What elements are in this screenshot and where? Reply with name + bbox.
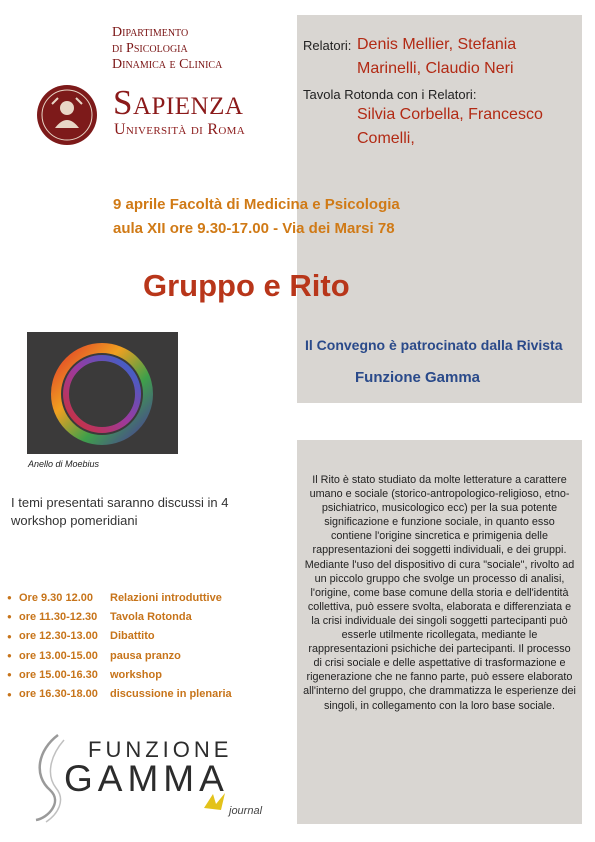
relatori-names <box>357 33 582 81</box>
schedule-time: ore 15.00-16.30 <box>19 668 98 681</box>
schedule-list <box>7 588 232 704</box>
schedule-label: Relazioni introduttive <box>110 591 222 604</box>
university-name: Sapienza <box>113 83 244 122</box>
bullet-icon: ● <box>7 593 12 603</box>
schedule-time: ore 11.30-12.30 <box>19 610 98 623</box>
department-line-1: Dipartimento <box>112 25 189 40</box>
moebius-ring-icon <box>27 332 178 454</box>
description-text: Il Rito è stato studiato da molte letterature a carattere umano e sociale (storico-antropologico-religioso, etno-psichiatrico, musicologico ecc) per la sua potente significazione e funzione sociale, in quanto esso contiene l'origine sincretica e primigenia delle rappresentazioni dei soggetti individuali, e dei gruppi. Mediante l'uso del dispositivo di cura "sociale", rivolto ad un piccolo gruppo che svolge un processo di analisi, l'origine, come base comune della storia e dell'identità collettiva, può essere svolta, elaborata e differenziata e la crisi individuale dei singoli soggetti partecipanti può esserle utilmente ricollegata, mediante le rappresentazioni psichiche dei partecipanti. Il processo di crisi sociale e delle aspettative di trasformazione e rigenerazione che ne fanno parte, può essere elaborato all'interno del gruppo, che drammatizza le esperienze dei singoli, in collegamento con la loro base sociale. <box>303 474 576 712</box>
department-line-3: Dinamica e Clinica <box>112 57 223 72</box>
image-caption: Anello di Moebius <box>28 459 100 469</box>
department-name <box>112 25 272 73</box>
event-place: aula XII ore 9.30-17.00 - Via dei Marsi 78 <box>113 220 395 237</box>
relatori-line-1: Denis Mellier, Stefania <box>357 36 517 53</box>
schedule-time: ore 12.30-13.00 <box>19 630 98 643</box>
bullet-icon: ● <box>7 689 12 699</box>
schedule-label: discussione in plenaria <box>110 688 232 701</box>
bullet-icon: ● <box>7 670 12 680</box>
tavola-line-1: Silvia Corbella, Francesco <box>357 106 543 123</box>
tavola-line-2: Comelli, <box>357 130 415 147</box>
logo-gamma-text: GAMMA <box>64 758 229 799</box>
bullet-icon: ● <box>7 651 12 661</box>
schedule-time: Ore 9.30 12.00 <box>19 591 94 604</box>
schedule-item <box>7 646 232 665</box>
logo-journal-text: journal <box>229 805 263 817</box>
tavola-rotonda-names <box>357 103 582 151</box>
relatori-label: Relatori: <box>303 38 352 53</box>
moebius-ring-image <box>27 332 178 454</box>
event-title: Gruppo e Rito <box>143 268 350 303</box>
university-subtitle: Università di Roma <box>114 121 245 138</box>
schedule-item <box>7 665 232 684</box>
schedule-label: Tavola Rotonda <box>110 610 192 623</box>
department-line-2: di Psicologia <box>112 41 188 56</box>
sapienza-seal-icon <box>36 84 98 146</box>
schedule-item <box>7 607 232 626</box>
patronage-text: Il Convegno è patrocinato dalla Rivista <box>305 337 563 353</box>
schedule-item <box>7 684 232 703</box>
relatori-line-2: Marinelli, Claudio Neri <box>357 60 514 77</box>
journal-name: Funzione Gamma <box>355 369 481 386</box>
tavola-rotonda-label: Tavola Rotonda con i Relatori: <box>303 87 477 102</box>
bullet-icon: ● <box>7 631 12 641</box>
logo-funzione-text: FUNZIONE <box>88 737 233 762</box>
schedule-item <box>7 588 232 607</box>
schedule-time: ore 13.00-15.00 <box>19 649 98 662</box>
schedule-label: workshop <box>110 668 162 681</box>
journal-mark-icon <box>201 790 231 814</box>
schedule-item <box>7 627 232 646</box>
bullet-icon: ● <box>7 612 12 622</box>
workshop-intro: I temi presentati saranno discussi in 4 workshop pomeridiani <box>11 495 229 528</box>
event-date: 9 aprile Facoltà di Medicina e Psicologia <box>113 196 400 213</box>
schedule-label: pausa pranzo <box>110 649 181 662</box>
schedule-time: ore 16.30-18.00 <box>19 688 98 701</box>
schedule-label: Dibattito <box>110 630 155 643</box>
